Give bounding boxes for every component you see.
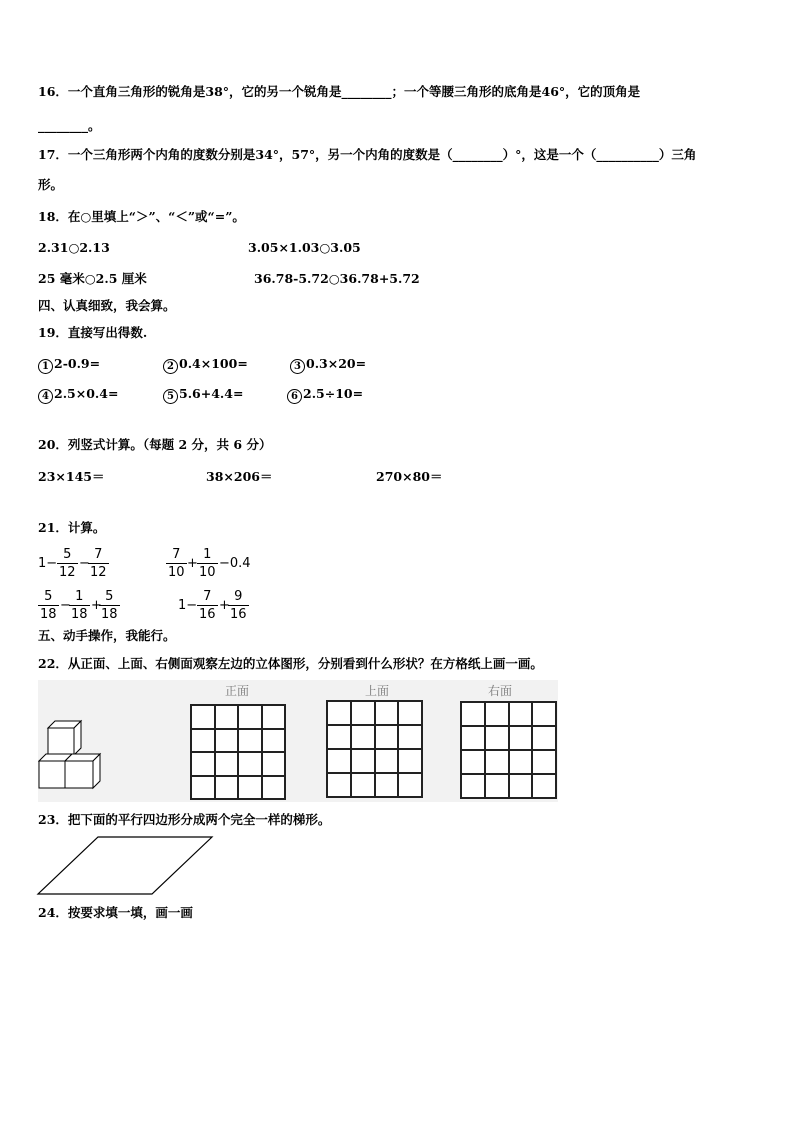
q21-title: 21．计算。: [38, 520, 106, 535]
expr4-lead: 1−: [178, 598, 198, 613]
section-4-heading: 四、认真细致，我会算。: [38, 298, 176, 313]
fraction: $\frac{5}{12}$: [59, 547, 76, 580]
operator: −: [79, 556, 90, 571]
fraction: $\frac{1}{18}$: [71, 589, 88, 622]
q20-item-1: 23×145＝: [38, 469, 105, 484]
q19-item-2: 2 0.4×100=: [163, 356, 248, 374]
views-panel: [38, 680, 558, 802]
expr2-tail: −0.4: [219, 556, 251, 571]
fraction: $\frac{5}{18}$: [40, 589, 57, 622]
operator: +: [91, 598, 102, 613]
section-5-heading: 五、动手操作，我能行。: [38, 628, 176, 643]
fraction: $\frac{9}{16}$: [230, 589, 247, 622]
grid-label-top: 上面: [365, 684, 390, 698]
circled-number: 6: [287, 389, 302, 404]
q18-item-a: 2.31○2.13: [38, 240, 110, 255]
grid-label-right: 右面: [488, 684, 513, 698]
q22-title: 22．从正面、上面、右侧面观察左边的立体图形，分别看到什么形状？在方格纸上画一画。: [38, 656, 543, 671]
q19-item-5: 5 5.6+4.4=: [163, 386, 243, 404]
fraction: $\frac{7}{16}$: [199, 589, 216, 622]
parallelogram-figure[interactable]: [36, 835, 216, 897]
circled-number: 4: [38, 389, 53, 404]
q18-item-b: 3.05×1.03○3.05: [248, 240, 361, 255]
q19-title: 19．直接写出得数.: [38, 325, 148, 340]
grid-front[interactable]: [190, 704, 286, 800]
q16-line2: ________。: [38, 118, 101, 133]
q20-item-3: 270×80＝: [376, 469, 443, 484]
grid-top[interactable]: [326, 700, 423, 798]
q17-line1: 17．一个三角形两个内角的度数分别是34°，57°，另一个内角的度数是（________）°，这是一个（__________）三角: [38, 147, 697, 162]
q18-item-c: 25 毫米○2.5 厘米: [38, 271, 147, 286]
q18-title: 18．在○里填上“＞”、“＜”或“=”。: [38, 209, 245, 224]
q19-item-3: 3 0.3×20=: [290, 356, 366, 374]
q23-title: 23．把下面的平行四边形分成两个完全一样的梯形。: [38, 812, 331, 827]
q19-item-4: 4 2.5×0.4=: [38, 386, 118, 404]
q20-item-2: 38×206＝: [206, 469, 273, 484]
q17-line2: 形。: [38, 177, 64, 192]
fraction: $\frac{7}{12}$: [90, 547, 107, 580]
operator: +: [187, 556, 198, 571]
operator: +: [219, 598, 230, 613]
q16-line1: 16．一个直角三角形的锐角是38°，它的另一个锐角是________；一个等腰三角形的底角是46°，它的顶角是: [38, 84, 641, 99]
operator: −: [60, 598, 71, 613]
expr1-lead: 1−: [38, 556, 58, 571]
grid-label-front: 正面: [225, 684, 250, 698]
q18-item-d: 36.78-5.72○36.78+5.72: [254, 271, 420, 286]
circled-number: 5: [163, 389, 178, 404]
cube-solid-figure: [38, 680, 118, 802]
circled-number: 1: [38, 359, 53, 374]
fraction: $\frac{7}{10}$: [168, 547, 185, 580]
q20-title: 20．列竖式计算。（每题 2 分，共 6 分）: [38, 437, 272, 452]
fraction: $\frac{5}{18}$: [101, 589, 118, 622]
circled-number: 3: [290, 359, 305, 374]
q19-item-6: 6 2.5÷10=: [287, 386, 363, 404]
q19-item-1: 1 2-0.9=: [38, 356, 100, 374]
q24-title: 24．按要求填一填，画一画: [38, 905, 193, 920]
circled-number: 2: [163, 359, 178, 374]
grid-right[interactable]: [460, 701, 557, 799]
fraction: $\frac{1}{10}$: [199, 547, 216, 580]
